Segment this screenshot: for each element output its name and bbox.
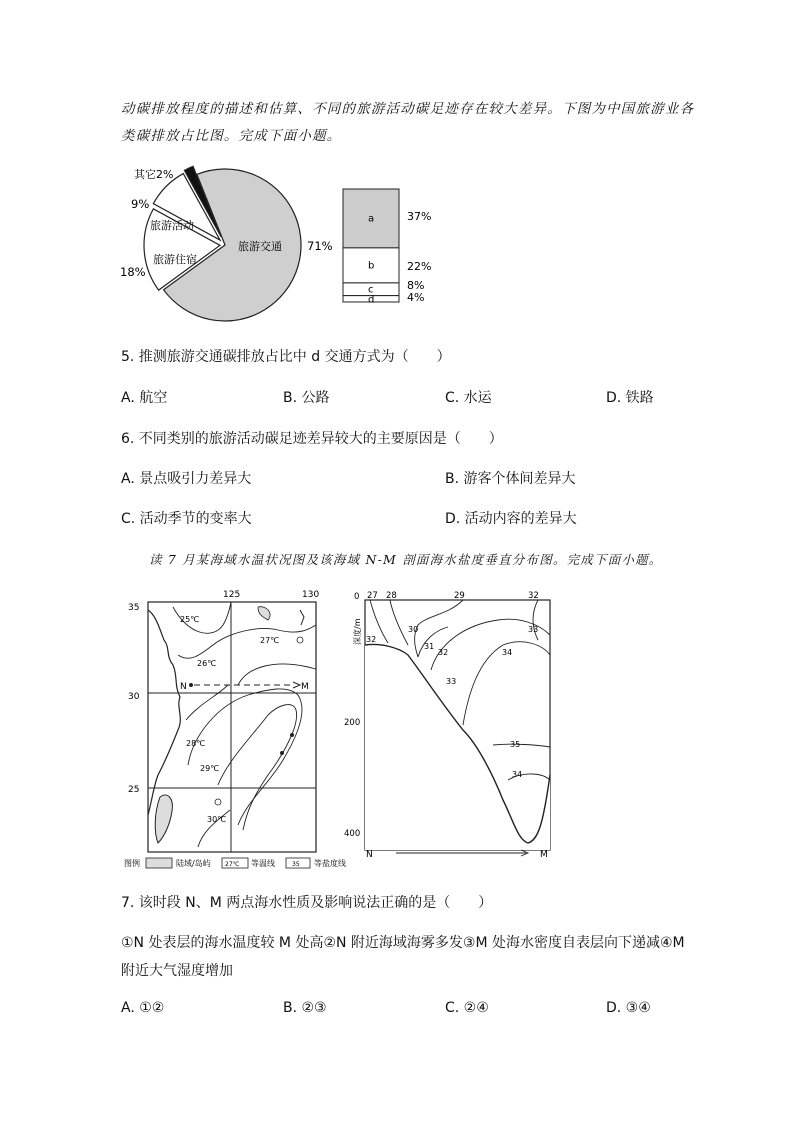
inner-value-34: 34	[502, 648, 513, 657]
intro-line-2: 类碳排放占比图。完成下面小题。	[121, 128, 342, 144]
point-m-label: M	[301, 682, 309, 692]
stacked-bar	[343, 189, 431, 306]
figure-legend	[124, 858, 346, 868]
top-value-27: 27	[367, 591, 378, 601]
isohaline-32-top	[533, 600, 538, 640]
n-m-arrow	[293, 682, 300, 688]
inner-value-33b: 33	[528, 625, 539, 634]
legend-isohaline: 等盐度线	[314, 859, 346, 868]
isotherm-label-29: 29℃	[200, 764, 220, 773]
stack-segment-pct-d: 4%	[407, 291, 425, 304]
q5-option-b[interactable]: B. 公路	[283, 390, 330, 406]
lat-label-30: 30	[128, 692, 140, 702]
q7-option-b[interactable]: B. ②③	[283, 1000, 327, 1016]
salinity-profile	[344, 591, 550, 860]
inner-value-31: 31	[424, 642, 435, 651]
inner-value-35: 35	[510, 740, 521, 749]
q5-stem: 5. 推测旅游交通碳排放占比中 d 交通方式为（ ）	[121, 349, 451, 365]
taiwan-island	[155, 795, 172, 843]
legend-isotherm-sample: 27℃	[225, 861, 240, 868]
stack-segment-label-c: c	[368, 284, 374, 296]
top-value-32: 32	[528, 591, 539, 601]
lon-label-130: 130	[302, 590, 320, 600]
isohaline-28	[390, 600, 408, 645]
q7-option-a[interactable]: A. ①②	[121, 1000, 165, 1016]
q6-option-d[interactable]: D. 活动内容的差异大	[445, 511, 577, 527]
isotherm-label-25: 25℃	[180, 615, 200, 624]
island	[297, 637, 303, 643]
inner-value-30: 30	[408, 625, 419, 634]
stack-segment-label-d: d	[368, 294, 375, 306]
isotherm-label-30: 30℃	[207, 815, 227, 824]
depth-tick-200: 200	[344, 718, 361, 728]
q6-option-a[interactable]: A. 景点吸引力差异大	[121, 471, 252, 487]
q7-option-d[interactable]: D. ③④	[606, 1000, 651, 1016]
pie-label-other: 其它2%	[134, 168, 174, 181]
top-value-28: 28	[386, 591, 397, 601]
pie-label-lodging-pct: 18%	[120, 265, 146, 279]
point-n-marker	[189, 683, 193, 687]
q7-stem: 7. 该时段 N、M 两点海水性质及影响说法正确的是（ ）	[121, 895, 493, 911]
inner-value-32b: 32	[366, 635, 377, 644]
lat-label-35: 35	[128, 603, 140, 613]
profile-m-label: M	[540, 850, 548, 860]
isotherm-26	[178, 625, 316, 658]
island	[258, 607, 270, 620]
inner-value-32: 32	[438, 648, 449, 657]
depth-axis-label: 深度/m	[353, 618, 362, 645]
isotherm-29	[218, 705, 297, 830]
q6-stem: 6. 不同类别的旅游活动碳足迹差异较大的主要原因是（ ）	[121, 431, 503, 447]
isohaline-35	[493, 744, 550, 747]
top-value-29: 29	[454, 591, 465, 601]
map-frame	[148, 602, 316, 852]
stack-segment-label-b: b	[368, 260, 375, 272]
profile-n-label: N	[366, 850, 373, 860]
q5-option-c[interactable]: C. 水运	[445, 390, 492, 406]
island	[300, 610, 304, 625]
pie-label-transport: 旅游交通	[238, 240, 282, 253]
point-n-label: N	[180, 682, 187, 692]
isotherm-28	[188, 689, 302, 825]
q6-option-b[interactable]: B. 游客个体间差异大	[445, 471, 576, 487]
island	[215, 799, 221, 805]
intro2: 读 7 月某海域水温状况图及该海域 N-M 剖面海水盐度垂直分布图。完成下面小题。	[149, 552, 663, 567]
depth-tick-400: 400	[344, 829, 361, 839]
legend-land-swatch	[146, 858, 172, 868]
q5-option-d[interactable]: D. 铁路	[606, 390, 654, 406]
legend-title: 图例	[124, 859, 140, 868]
stack-segment-pct-b: 22%	[407, 260, 432, 273]
depth-tick-0: 0	[354, 592, 360, 602]
isotherm-label-28: 28℃	[186, 739, 206, 748]
isotherm-label-27: 27℃	[260, 636, 280, 645]
stack-segment-label-a: a	[368, 213, 375, 225]
pie-label-lodging: 旅游住宿	[153, 253, 197, 266]
lon-label-125: 125	[223, 590, 241, 600]
stack-segment-pct-c: 8%	[407, 279, 425, 292]
temperature-map	[128, 590, 319, 852]
pie-label-activity: 旅游活动	[150, 219, 194, 232]
intro-line-1: 动碳排放程度的描述和估算、不同的旅游活动碳足迹存在较大差异。下图为中国旅游业各	[121, 101, 695, 117]
inner-value-34b: 34	[512, 770, 523, 779]
q6-option-c[interactable]: C. 活动季节的变率大	[121, 511, 252, 527]
pie-label-activity-pct: 9%	[131, 197, 150, 211]
coastline	[148, 610, 180, 815]
q7-statements-line2: 附近大气湿度增加	[121, 963, 233, 979]
seabed-fill	[365, 644, 550, 850]
carbon-emission-figure	[110, 158, 450, 323]
q7-statements-line1: ①N 处表层的海水温度较 M 处高②N 附近海域海雾多发③M 处海水密度自表层向下递减④M	[121, 935, 685, 951]
pie-label-transport-pct: 71%	[307, 239, 333, 253]
sea-temperature-salinity-figure	[118, 585, 568, 875]
q7-option-c[interactable]: C. ②④	[445, 1000, 489, 1016]
lat-label-25: 25	[128, 785, 140, 795]
stack-segment-pct-a: 37%	[407, 210, 432, 223]
inner-value-33: 33	[446, 677, 457, 686]
isotherm-label-26: 26℃	[197, 659, 217, 668]
isotherm-27b	[186, 685, 228, 720]
q5-option-a[interactable]: A. 航空	[121, 390, 168, 406]
legend-land: 陆域/岛屿	[176, 859, 211, 868]
legend-isotherm: 等温线	[251, 859, 275, 868]
legend-isohaline-sample: 35	[292, 861, 300, 868]
